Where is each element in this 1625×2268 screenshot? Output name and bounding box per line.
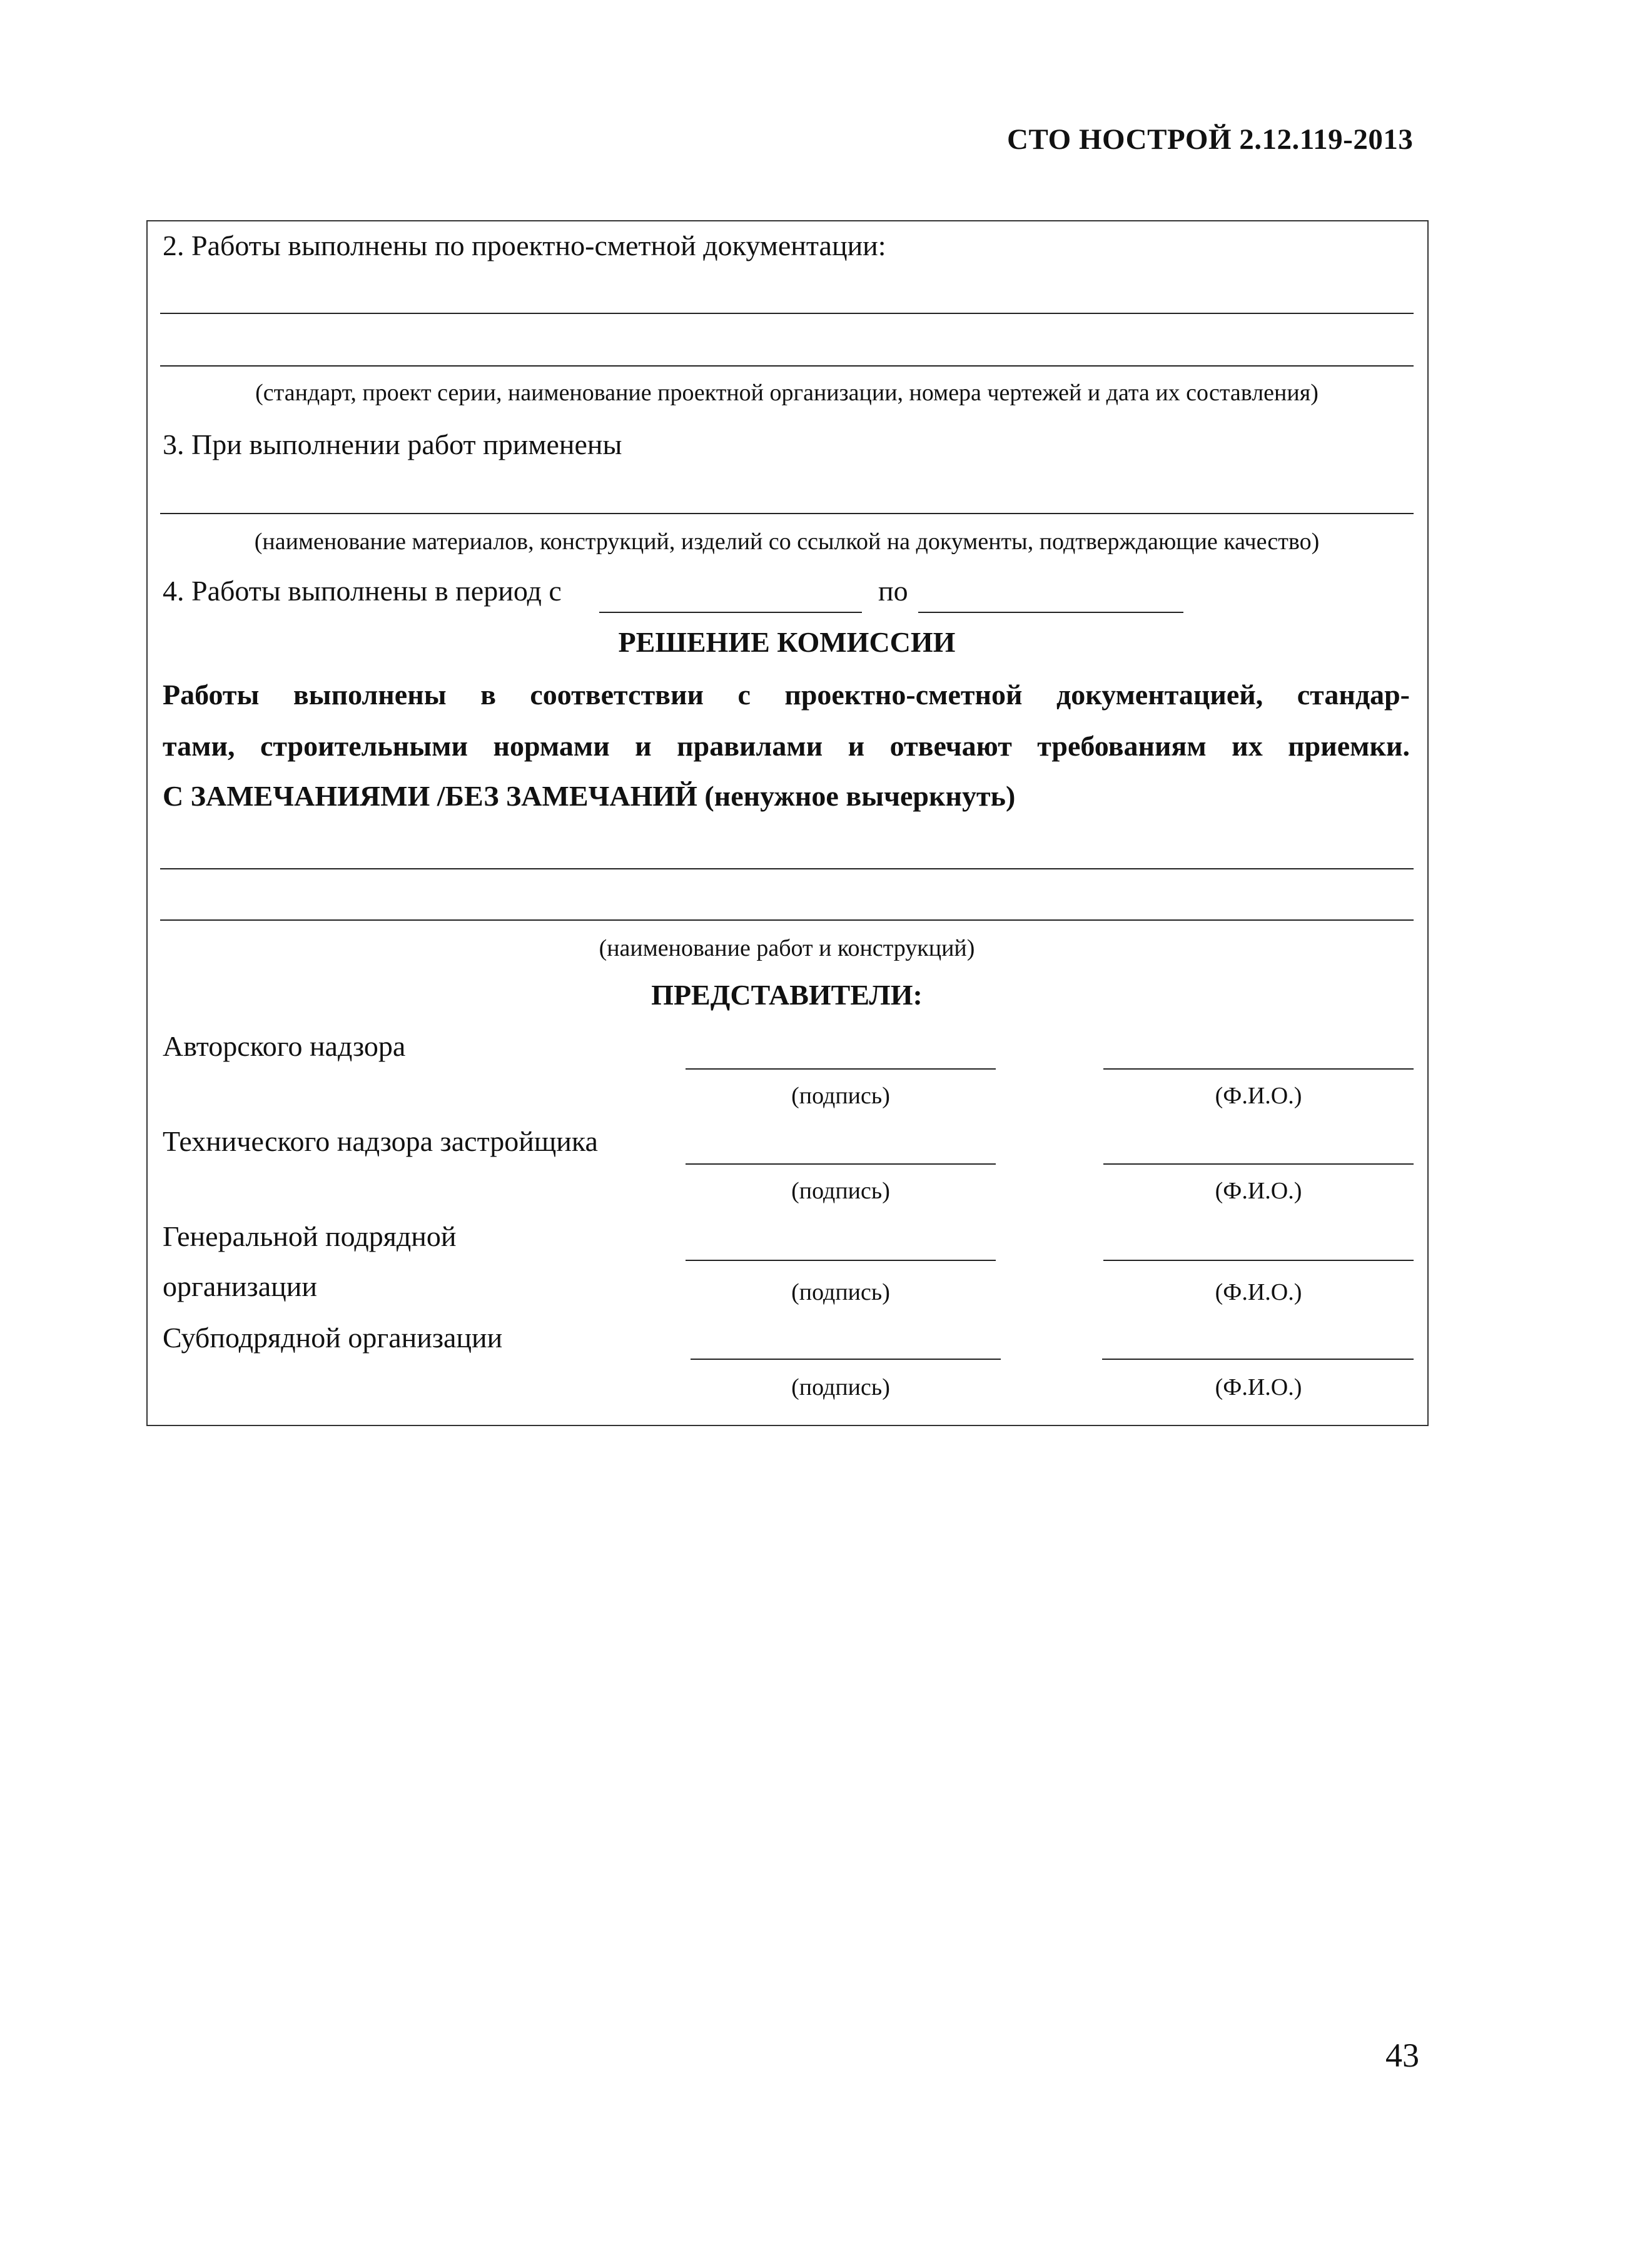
signature-note: (подпись) xyxy=(791,1178,890,1204)
item3-fill-line[interactable] xyxy=(160,513,1414,514)
decision-text-line-2: тами, строительными нормами и правилами и отвечают требованиям их приемки. xyxy=(163,730,1410,762)
signature-note: (подпись) xyxy=(791,1374,890,1400)
works-note: (наименование работ и конструкций) xyxy=(599,935,975,961)
role-general-contractor-cont: организации xyxy=(163,1270,317,1302)
decision-text-line-3: С ЗАМЕЧАНИЯМИ /БЕЗ ЗАМЕЧАНИЙ (ненужное вычеркнуть) xyxy=(163,780,1016,812)
page-number: 43 xyxy=(1385,2037,1419,2074)
signature-field-technical[interactable] xyxy=(686,1163,996,1165)
role-general-contractor: Генеральной подрядной xyxy=(163,1220,457,1252)
item2-fill-line-2[interactable] xyxy=(160,365,1414,367)
item3-label: 3. При выполнении работ применены xyxy=(163,428,622,460)
signature-field-general[interactable] xyxy=(686,1260,996,1261)
works-fill-line-2[interactable] xyxy=(160,919,1414,921)
signature-note: (подпись) xyxy=(791,1279,890,1305)
decision-heading: РЕШЕНИЕ КОМИССИИ xyxy=(618,626,956,658)
role-technical-supervision: Технического надзора застройщика xyxy=(163,1125,598,1157)
name-field-subcontractor[interactable] xyxy=(1102,1359,1414,1360)
role-author-supervision: Авторского надзора xyxy=(163,1030,406,1062)
item2-fill-line-1[interactable] xyxy=(160,313,1414,314)
name-field-author[interactable] xyxy=(1103,1068,1414,1070)
item3-note: (наименование материалов, конструкций, изделий со ссылкой на документы, подтверждающие качество) xyxy=(254,529,1320,555)
name-note: (Ф.И.О.) xyxy=(1215,1083,1302,1109)
role-subcontractor: Субподрядной организации xyxy=(163,1322,503,1354)
acceptance-form xyxy=(146,220,1429,1426)
name-field-technical[interactable] xyxy=(1103,1163,1414,1165)
item2-label: 2. Работы выполнены по проектно-сметной документации: xyxy=(163,230,886,261)
item4-label: 4. Работы выполнены в период с xyxy=(163,575,562,607)
representatives-heading: ПРЕДСТАВИТЕЛИ: xyxy=(651,979,923,1011)
signature-field-subcontractor[interactable] xyxy=(691,1359,1001,1360)
decision-text-line-1: Работы выполнены в соответствии с проектно-сметной документацией, стандар- xyxy=(163,679,1410,711)
signature-note: (подпись) xyxy=(791,1083,890,1109)
works-fill-line-1[interactable] xyxy=(160,868,1414,869)
period-from-field[interactable] xyxy=(599,612,862,613)
signature-field-author[interactable] xyxy=(686,1068,996,1070)
name-note: (Ф.И.О.) xyxy=(1215,1279,1302,1305)
name-field-general[interactable] xyxy=(1103,1260,1414,1261)
name-note: (Ф.И.О.) xyxy=(1215,1178,1302,1204)
period-to-label: по xyxy=(878,575,908,607)
name-note: (Ф.И.О.) xyxy=(1215,1374,1302,1400)
item2-note: (стандарт, проект серии, наименование проектной организации, номера чертежей и дата их составления) xyxy=(255,380,1319,406)
period-to-field[interactable] xyxy=(918,612,1183,613)
document-code: СТО НОСТРОЙ 2.12.119-2013 xyxy=(1007,123,1414,156)
